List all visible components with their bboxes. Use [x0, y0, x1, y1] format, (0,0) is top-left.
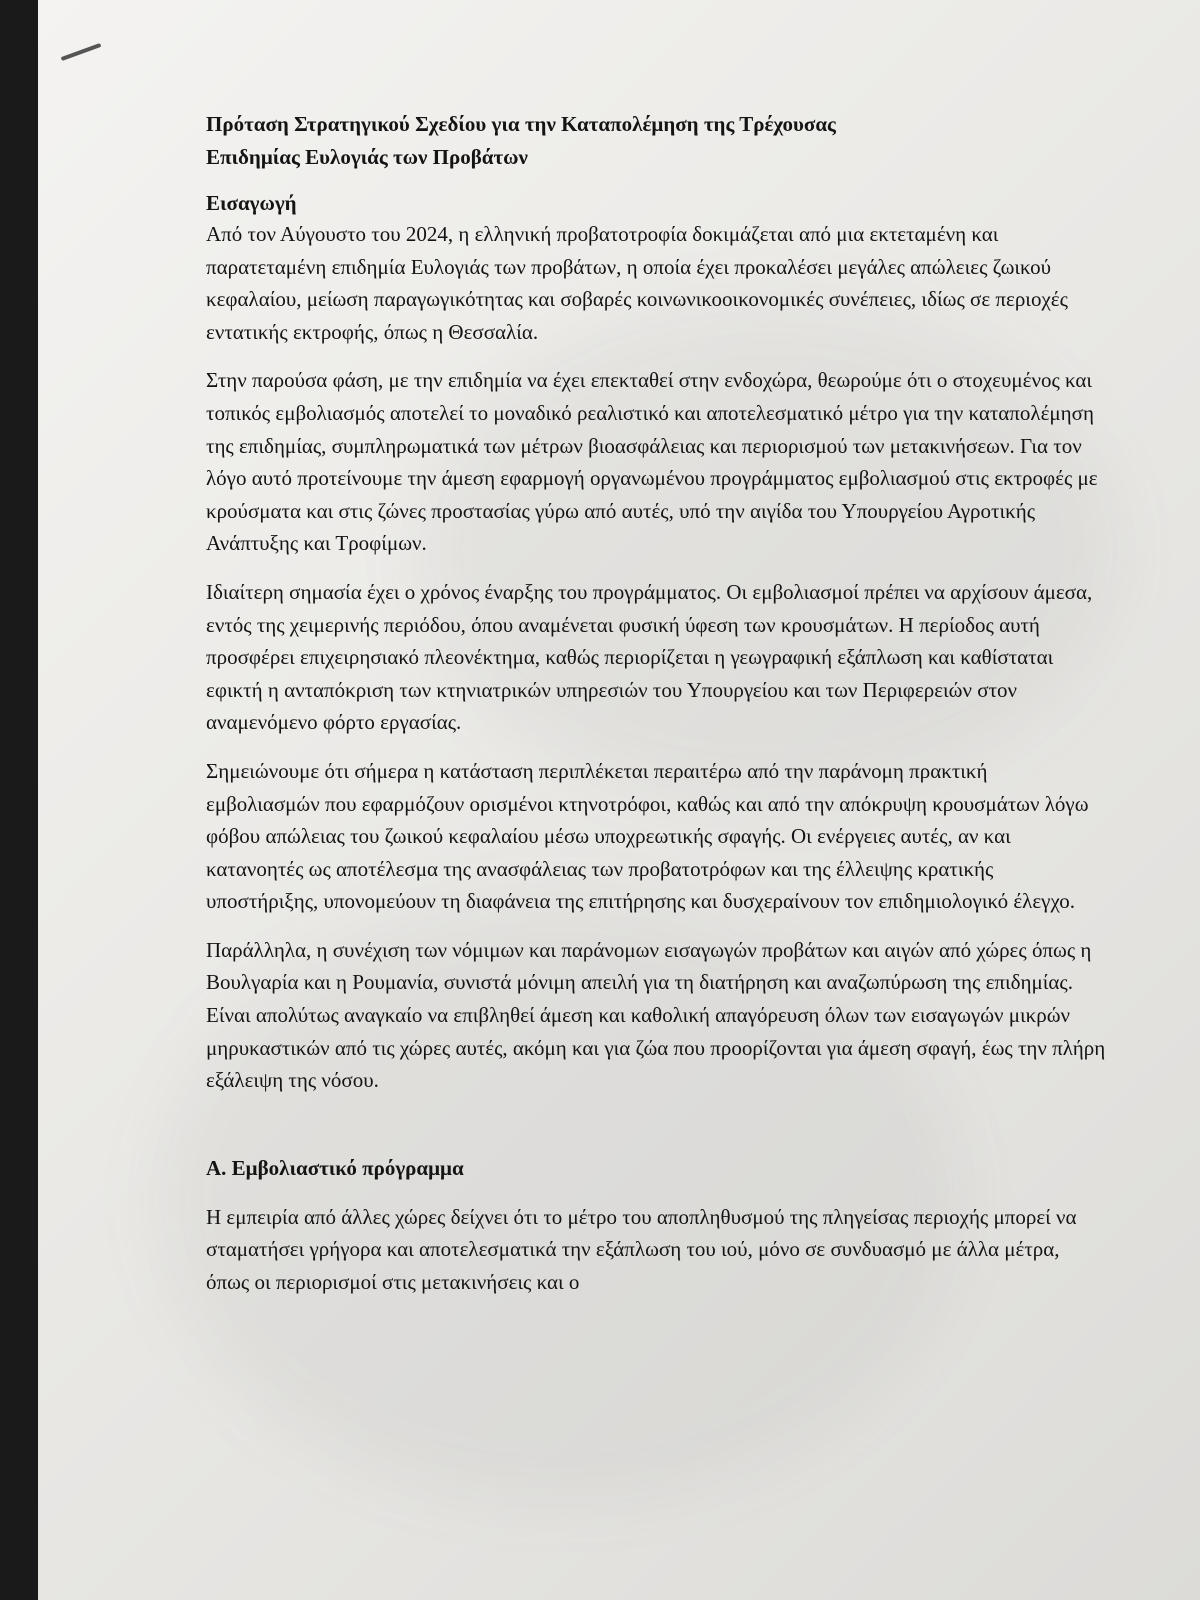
section-a-heading: Α. Εμβολιαστικό πρόγραμμα	[206, 1155, 464, 1180]
pen-mark	[61, 43, 102, 61]
paragraph-4: Σημειώνουμε ότι σήμερα η κατάσταση περιπλέκεται περαιτέρω από την παράνομη πρακτική εμβολιασμών που εφαρμόζουν ορισμένοι κτηνοτρόφοι, καθώς και από την απόκρυψη κρουσμάτων λόγω φόβου απώλειας του ζωικού κεφαλαίου μέσω υποχρεωτικής σφαγής. Οι ενέργειες αυτές, αν και κατανοητές ως αποτέλεσμα της ανασφάλειας των προβατοτρόφων και της έλλειψης κρατικής υποστήριξης, υπονομεύουν τη διαφάνεια της επιτήρησης και δυσχεραίνουν τον επιδημιολογικό έλεγχο.	[206, 758, 1089, 914]
title-line-2: Επιδημίας Ευλογιάς των Προβάτων	[206, 145, 528, 169]
title-line-1: Πρόταση Στρατηγικού Σχεδίου για την Καταπολέμηση της Τρέχουσας	[206, 112, 836, 136]
intro-heading: Εισαγωγή	[206, 191, 297, 215]
document-body	[206, 108, 1106, 1315]
paragraph-3: Ιδιαίτερη σημασία έχει ο χρόνος έναρξης του προγράμματος. Οι εμβολιασμοί πρέπει να αρχίσουν άμεσα, εντός της χειμερινής περιόδου, όπου αναμένεται φυσική ύφεση των κρουσμάτων. Η περίοδος αυτή προσφέρει επιχειρησιακό πλεονέκτημα, καθώς περιορίζεται η γεωγραφική εξάπλωση και καθίσταται εφικτή η ανταπόκριση των κτηνιατρικών υπηρεσιών του Υπουργείου και των Περιφερειών στον αναμενόμενο φόρτο εργασίας.	[206, 579, 1093, 735]
section-a-paragraph: Η εμπειρία από άλλες χώρες δείχνει ότι το μέτρο του αποπληθυσμού της πληγείσας περιοχής μπορεί να σταματήσει γρήγορα και αποτελεσματικά την εξάπλωση του ιού, μόνο σε συνδυασμό με άλλα μέτρα, όπως οι περιορισμοί στις μετακινήσεις και ο	[206, 1204, 1077, 1295]
paragraph-1: Από τον Αύγουστο του 2024, η ελληνική προβατοτροφία δοκιμάζεται από μια εκτεταμένη και παρατεταμένη επιδημία Ευλογιάς των προβάτων, η οποία έχει προκαλέσει μεγάλες απώλειες ζωικού κεφαλαίου, μείωση παραγωγικότητας και σοβαρές κοινωνικοοικονομικές συνέπειες, ιδίως σε περιοχές εντατικής εκτροφής, όπως η Θεσσαλία.	[206, 222, 1068, 344]
paragraph-2: Στην παρούσα φάση, με την επιδημία να έχει επεκταθεί στην ενδοχώρα, θεωρούμε ότι ο στοχευμένος και τοπικός εμβολιασμός αποτελεί το μοναδικό ρεαλιστικό και αποτελεσματικό μέτρο για την καταπολέμηση της επιδημίας, συμπληρωματικά των μέτρων βιοασφάλειας και περιορισμού των μετακινήσεων. Για τον λόγο αυτό προτείνουμε την άμεση εφαρμογή οργανωμένου προγράμματος εμβολιασμού στις εκτροφές με κρούσματα και στις ζώνες προστασίας γύρω από αυτές, υπό την αιγίδα του Υπουργείου Αγροτικής Ανάπτυξης και Τροφίμων.	[206, 368, 1098, 556]
paragraph-5: Παράλληλα, η συνέχιση των νόμιμων και παράνομων εισαγωγών προβάτων και αιγών από χώρες όπως η Βουλγαρία και η Ρουμανία, συνιστά μόνιμη απειλή για τη διατήρηση και αναζωπύρωση της επιδημίας. Είναι απολύτως αναγκαίο να επιβληθεί άμεση και καθολική απαγόρευση όλων των εισαγωγών μικρών μηρυκαστικών από τις χώρες αυτές, ακόμη και για ζώα που προορίζονται για άμεση σφαγή, έως την πλήρη εξάλειψη της νόσου.	[206, 937, 1106, 1093]
document-title	[206, 108, 1106, 174]
document-page	[38, 0, 1200, 1600]
